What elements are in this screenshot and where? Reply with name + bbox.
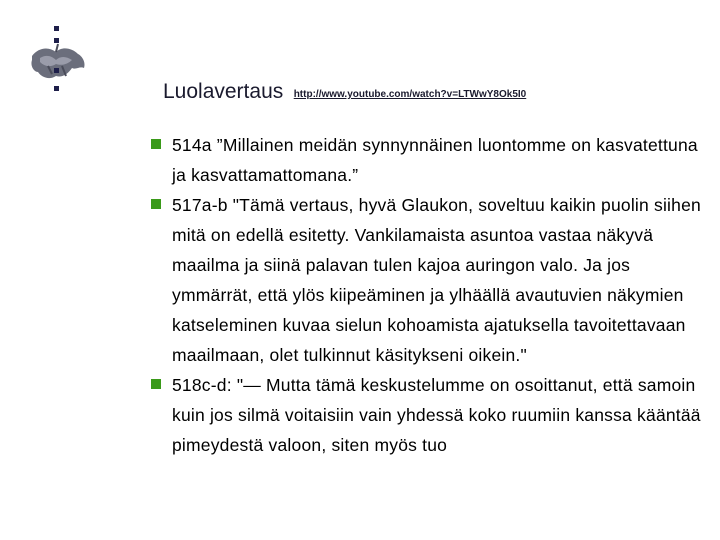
square-bullet-icon [151, 139, 161, 149]
paragraph-text: 518c-d: "— Mutta tämä keskustelumme on osoittanut, että samoin kuin jos silmä voitaisiin vain yhdessä koko ruumiin kanssa kääntää pimeydestä valoon, siten myös tuo [172, 375, 701, 455]
video-link[interactable]: http://www.youtube.com/watch?v=LTWwY8Ok5I0 [293, 89, 527, 100]
list-item [150, 370, 710, 460]
slide-title: Luolavertaus [163, 80, 284, 103]
list-item [150, 190, 710, 370]
square-bullet-icon [151, 199, 161, 209]
paragraph-text: 517a-b "Tämä vertaus, hyvä Glaukon, soveltuu kaikin puolin siihen mitä on edellä esitetty. Vankilamaista asuntoa vastaa näkyvä maailma ja siinä palavan tulen kajoa auringon valo. Ja jos ymmärrät, että ylös kiipeäminen ja ylhäällä avautuvien näkymien katseleminen kuvaa sielun kohoamista ajatuksella tavoitettavaan maailmaan, olet tulkinnut käsitykseni oikein." [172, 195, 701, 365]
paragraph-text: 514a ”Millainen meidän synnynnäinen luontomme on kasvatettuna ja kasvattamattomana.” [172, 135, 698, 185]
slide-header [163, 80, 526, 104]
list-item [150, 130, 710, 190]
bullet-list [150, 130, 710, 460]
square-bullet-icon [151, 379, 161, 389]
university-logo-icon [26, 26, 90, 98]
